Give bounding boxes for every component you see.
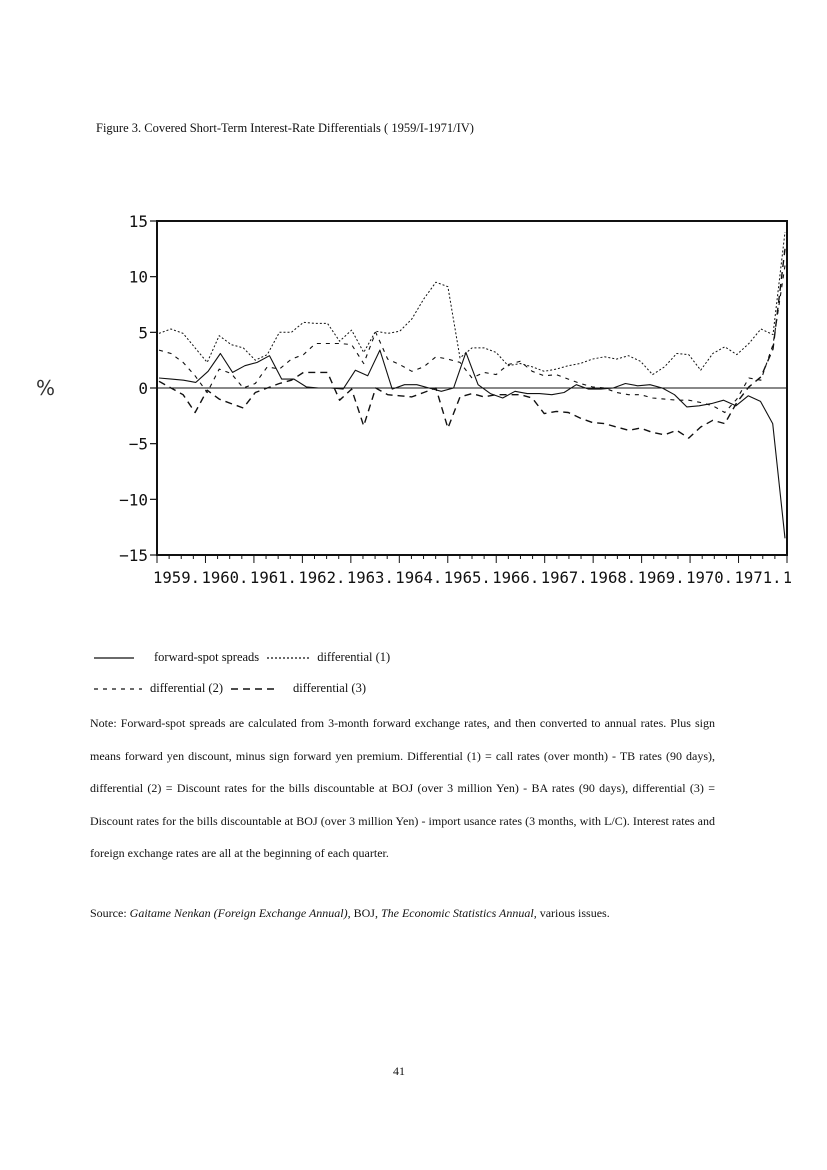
series-lines <box>159 232 785 538</box>
y-tick-label: 5 <box>138 323 148 343</box>
legend-row-2 <box>92 681 372 696</box>
series-line-2 <box>159 232 785 375</box>
legend-label-differential-2: differential (2) <box>150 681 223 695</box>
source-middle: BOJ, <box>350 906 381 920</box>
x-tick-label: 1963. <box>346 568 394 587</box>
x-tick-label: 1965. <box>443 568 491 587</box>
source-line <box>90 906 610 921</box>
y-tick-label: −5 <box>128 434 148 454</box>
y-tick-label: 10 <box>128 267 148 287</box>
x-tick-label: 1967. <box>540 568 588 587</box>
figure-caption: Figure 3. Covered Short-Term Interest-Rate Differentials ( 1959/I-1971/IV) <box>96 121 474 135</box>
y-unit-label: % <box>36 376 56 400</box>
x-axis-ticks <box>153 555 792 587</box>
y-tick-label: −15 <box>119 546 148 565</box>
x-tick-label: 1 <box>783 568 792 587</box>
legend-label-forward-spot: forward-spot spreads <box>154 650 260 664</box>
series-line-1 <box>159 350 785 538</box>
legend-label-differential-1: differential (1) <box>317 650 391 664</box>
x-tick-label: 1960. <box>201 568 249 587</box>
note-paragraph: Note: Forward-spot spreads are calculated from 3-month forward exchange rates, and then converted to annual rates. Plus sign means forward yen discount, minus sign forward yen premium. Differential (1) = call rates (over month) - TB rates (90 days), differential (2) = Discount rates for the bills discountable at BOJ (over 3 million Yen) - BA rates (90 days), differential (3) = Discount rates for the bills discountable at BOJ (over 3 million Yen) - import usance rates (3 months, with L/C). Interest rates and foreign exchange rates are all at the beginning of each quarter. <box>90 716 715 860</box>
legend-swatch-dashed-long <box>229 684 279 694</box>
legend-swatch-solid <box>92 653 136 663</box>
x-tick-label: 1971. <box>734 568 782 587</box>
source-title-1: Gaitame Nenkan (Foreign Exchange Annual), <box>129 906 351 920</box>
line-chart <box>100 205 800 590</box>
y-tick-label: 15 <box>128 212 148 231</box>
y-tick-label: 0 <box>138 379 148 398</box>
legend-row-1 <box>92 650 396 665</box>
x-tick-label: 1970. <box>686 568 734 587</box>
x-tick-label: 1959. <box>153 568 200 587</box>
x-tick-label: 1966. <box>492 568 540 587</box>
source-prefix: Source: <box>90 906 130 920</box>
x-tick-label: 1968. <box>589 568 637 587</box>
legend-swatch-dashed-short <box>92 684 144 694</box>
series-line-4 <box>159 249 785 438</box>
legend-label-differential-3: differential (3) <box>293 681 366 695</box>
x-tick-label: 1969. <box>637 568 685 587</box>
source-title-2: The Economic Statistics Annual, <box>380 906 537 920</box>
x-tick-label: 1964. <box>395 568 443 587</box>
source-suffix: various issues. <box>536 906 610 920</box>
page-number: 41 <box>393 1064 405 1078</box>
legend-swatch-dotted <box>265 653 311 663</box>
y-axis-ticks <box>119 212 157 565</box>
x-tick-label: 1962. <box>298 568 346 587</box>
x-tick-label: 1961. <box>249 568 297 587</box>
series-line-3 <box>159 266 785 413</box>
y-tick-label: −10 <box>119 490 148 510</box>
